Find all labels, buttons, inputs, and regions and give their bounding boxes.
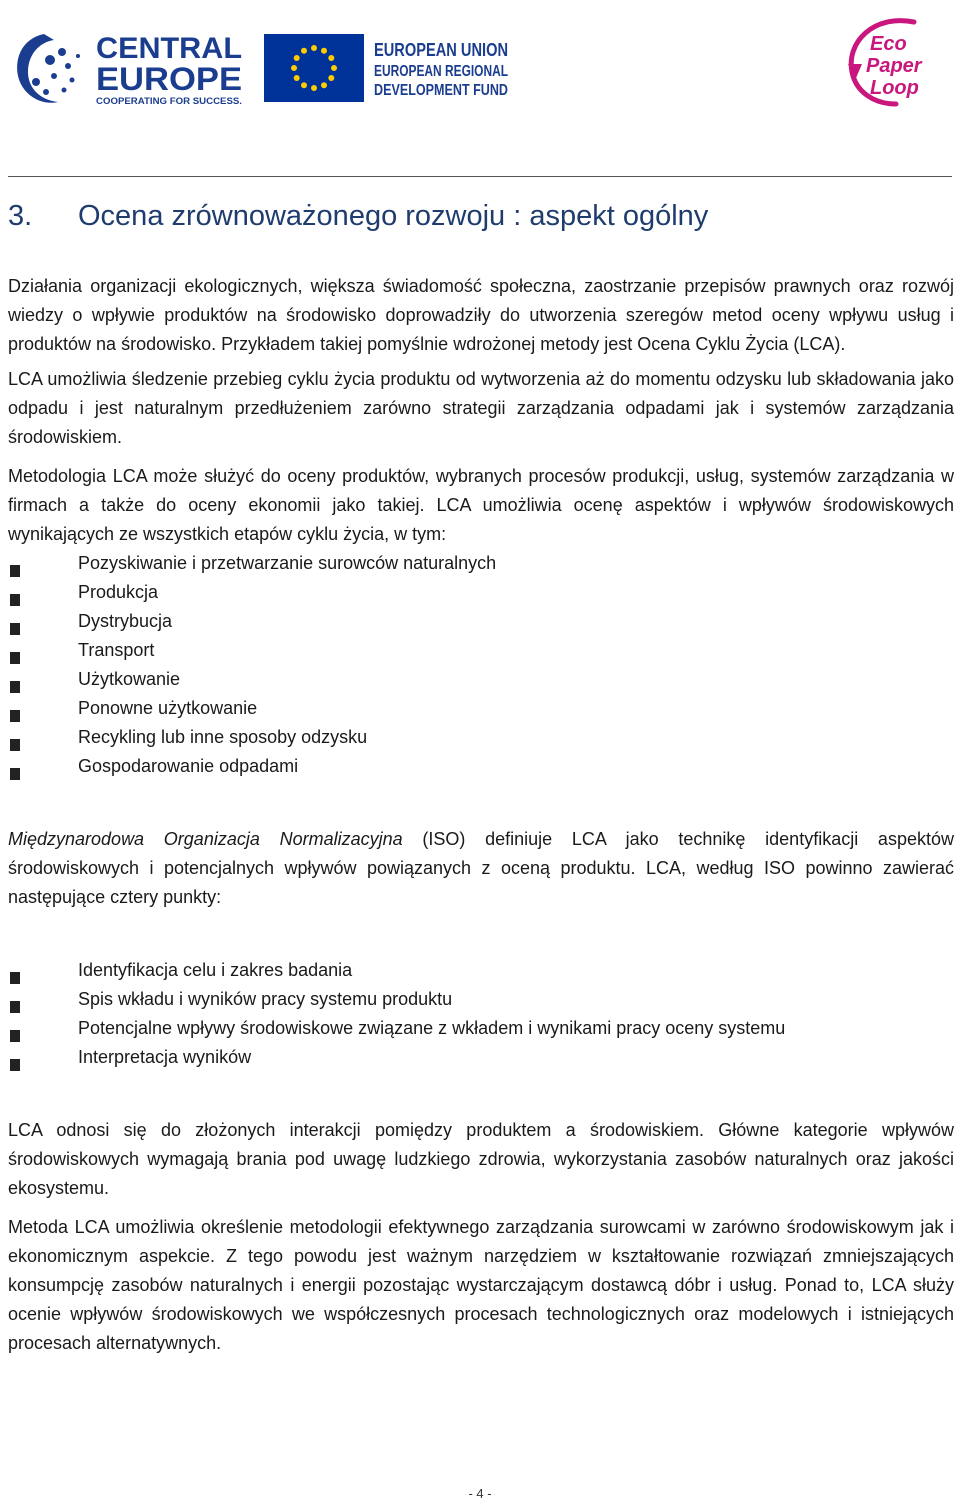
square-bullet-icon bbox=[10, 557, 20, 569]
interactions-paragraph: LCA odnosi się do złożonych interakcji pomiędzy produktem a środowiskiem. Główne kategorie wpływów środowiskowych wymagają brania pod uwagę ludzkiego zdrowia, wykorzystania zasobów naturalnych oraz jakości ekosystemu. bbox=[8, 1120, 954, 1198]
eco-line3: Loop bbox=[870, 77, 919, 99]
list-item: Ponowne użytkowanie bbox=[8, 694, 954, 723]
list-item: Spis wkładu i wyników pracy systemu produktu bbox=[8, 985, 954, 1014]
square-bullet-icon bbox=[10, 1022, 20, 1034]
list-item: Produkcja bbox=[8, 578, 954, 607]
list-item: Gospodarowanie odpadami bbox=[8, 752, 954, 781]
ce-line1: CENTRAL bbox=[96, 32, 242, 65]
page-number: - 4 - bbox=[468, 1486, 492, 1501]
header-divider bbox=[8, 176, 952, 177]
list-item: Transport bbox=[8, 636, 954, 665]
eu-flag bbox=[264, 34, 364, 102]
square-bullet-icon bbox=[10, 731, 20, 743]
iso-definition: (ISO) definiuje LCA jako technikę identyfikacji aspektów środowiskowych i potencjalnych wpływów powiązanych z oceną produktu. LCA, według ISO powinno zawierać następujące cztery punkty: bbox=[8, 829, 954, 907]
square-bullet-icon bbox=[10, 673, 20, 685]
eu-line3: DEVELOPMENT FUND bbox=[374, 82, 508, 99]
iso-org-name: Międzynarodowa Organizacja Normalizacyjna bbox=[8, 829, 403, 849]
document-body bbox=[8, 272, 954, 1358]
list-item: Interpretacja wyników bbox=[8, 1043, 954, 1072]
list-item: Dystrybucja bbox=[8, 607, 954, 636]
iso-points-list bbox=[8, 956, 954, 1072]
section-title: Ocena zrównoważonego rozwoju : aspekt ogólny bbox=[78, 200, 709, 232]
eu-logo bbox=[264, 30, 514, 110]
lifecycle-stages-list bbox=[8, 549, 954, 781]
intro-paragraph: Działania organizacji ekologicznych, większa świadomość społeczna, zaostrzanie przepisów prawnych oraz rozwój wiedzy o wpływie produktów na środowisko doprowadziły do utworzenia szeregów metod oceny wpływu usług i produktów na środowisko. Przykładem takiej pomyślnie wdrożonej metody jest Ocena Cyklu Życia (LCA). bbox=[8, 276, 954, 354]
list-item: Użytkowanie bbox=[8, 665, 954, 694]
square-bullet-icon bbox=[10, 644, 20, 656]
eco-line1: Eco bbox=[870, 33, 907, 55]
square-bullet-icon bbox=[10, 702, 20, 714]
central-europe-logo bbox=[10, 26, 246, 110]
methodology-benefits-paragraph: Metoda LCA umożliwia określenie metodologii efektywnego zarządzania surowcami w zarówno środowiskowym jak i ekonomicznym aspekcie. Z tego powodu jest ważnym narzędziem w kształtowanie rozwiązań zmniejszających konsumpcję zasobów naturalnych i energii pozostając wystarczającym dostawcą dóbr i usług. Ponad to, LCA służy ocenie wpływów środowiskowych we współczesnych procesach technologicznych oraz modelowych i istniejących procesach alternatywnych. bbox=[8, 1217, 954, 1353]
square-bullet-icon bbox=[10, 586, 20, 598]
page-header bbox=[0, 0, 960, 120]
swirl-icon bbox=[17, 34, 80, 103]
ce-tagline: COOPERATING FOR SUCCESS. bbox=[96, 96, 242, 106]
eco-line2: Paper bbox=[866, 55, 922, 77]
list-item: Pozyskiwanie i przetwarzanie surowców naturalnych bbox=[8, 549, 954, 578]
ce-line2: EUROPE bbox=[96, 61, 242, 97]
list-item: Recykling lub inne sposoby odzysku bbox=[8, 723, 954, 752]
methodology-paragraph: Metodologia LCA może służyć do oceny produktów, wybranych procesów produkcji, usług, systemów zarządzania w firmach a także do oceny ekonomii jako takiej. LCA umożliwia ocenę aspektów i wpływów środowiskowych wynikających ze wszystkich etapów cyklu życia, w tym: bbox=[8, 466, 954, 544]
square-bullet-icon bbox=[10, 964, 20, 976]
eu-line1: EUROPEAN UNION bbox=[374, 40, 508, 60]
lca-tracking-paragraph: LCA umożliwia śledzenie przebieg cyklu życia produktu od wytworzenia aż do momentu odzysku lub składowania jako odpadu i jest naturalnym przedłużeniem zarówno strategii zarządzania odpadami jak i systemów zarządzania środowiskiem. bbox=[8, 369, 954, 447]
list-item: Identyfikacja celu i zakres badania bbox=[8, 956, 954, 985]
list-item: Potencjalne wpływy środowiskowe związane z wkładem i wynikami pracy oceny systemu bbox=[8, 1014, 954, 1043]
square-bullet-icon bbox=[10, 993, 20, 1005]
iso-paragraph bbox=[8, 825, 954, 912]
square-bullet-icon bbox=[10, 1051, 20, 1063]
section-heading bbox=[8, 200, 708, 233]
square-bullet-icon bbox=[10, 760, 20, 772]
eco-paper-loop-logo bbox=[840, 12, 952, 110]
square-bullet-icon bbox=[10, 615, 20, 627]
eu-line2: EUROPEAN REGIONAL bbox=[374, 63, 509, 80]
section-number: 3. bbox=[8, 200, 33, 232]
